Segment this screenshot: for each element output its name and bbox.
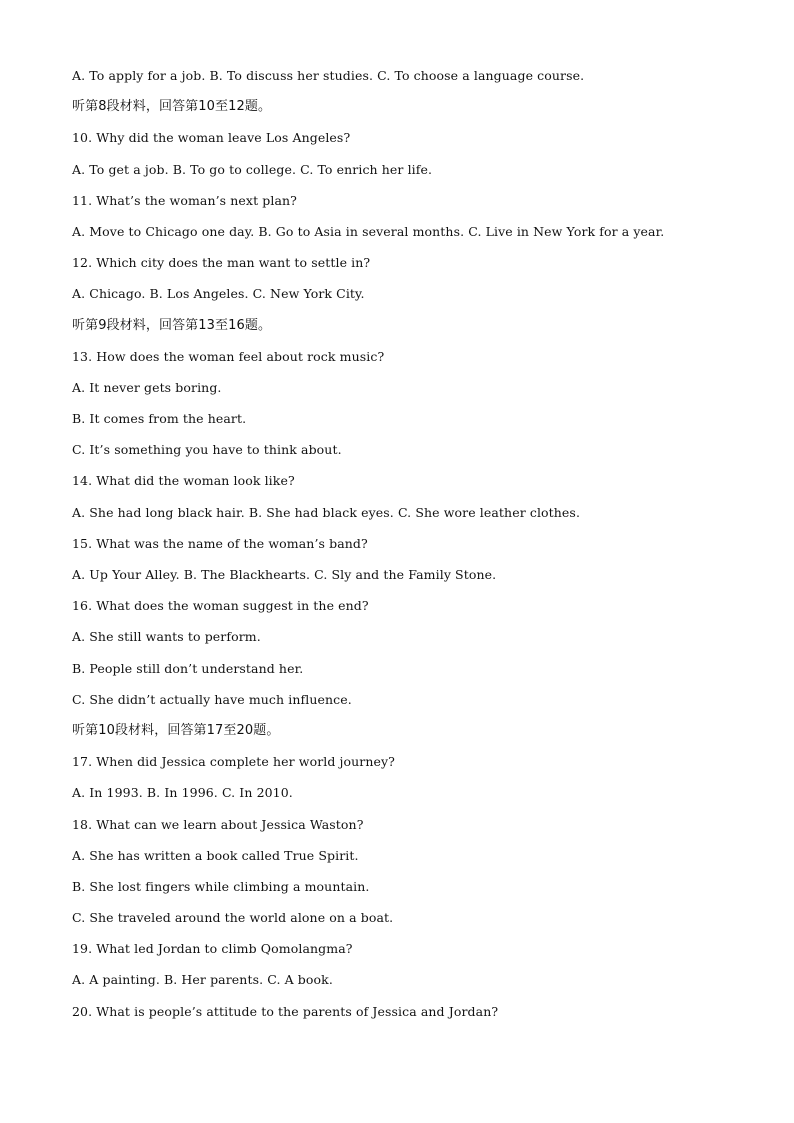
options-line: A. In 1993. B. In 1996. C. In 2010. xyxy=(72,785,293,801)
question-line: 10. Why did the woman leave Los Angeles? xyxy=(72,130,351,146)
section-heading: 听第8段材料，回答第10至12题。 xyxy=(72,99,272,115)
option-line: C. She traveled around the world alone on a boat. xyxy=(72,910,394,926)
option-line: A. She still wants to perform. xyxy=(72,629,261,645)
option-line: C. It’s something you have to think about. xyxy=(72,442,342,458)
options-line: A. To apply for a job. B. To discuss her studies. C. To choose a language course. xyxy=(72,68,585,83)
question-line: 16. What does the woman suggest in the end? xyxy=(72,598,369,614)
question-line: 11. What’s the woman’s next plan? xyxy=(72,192,297,208)
section-heading: 听第10段材料，回答第17至20题。 xyxy=(72,722,280,738)
section-heading: 听第9段材料，回答第13至16题。 xyxy=(72,317,272,333)
options-line: A. Chicago. B. Los Angeles. C. New York City. xyxy=(72,286,365,302)
options-line: A. A painting. B. Her parents. C. A book. xyxy=(72,972,333,988)
options-line: A. She had long black hair. B. She had black eyes. C. She wore leather clothes. xyxy=(72,504,581,520)
option-line: C. She didn’t actually have much influence. xyxy=(72,691,352,707)
options-line: A. To get a job. B. To go to college. C. To enrich her life. xyxy=(72,161,433,177)
question-line: 19. What led Jordan to climb Qomolangma? xyxy=(72,941,353,957)
question-line: 17. When did Jessica complete her world journey? xyxy=(72,754,395,770)
options-line: A. Move to Chicago one day. B. Go to Asia in several months. C. Live in New York for a year. xyxy=(72,223,665,239)
question-line: 12. Which city does the man want to settle in? xyxy=(72,255,371,271)
option-line: B. She lost fingers while climbing a mountain. xyxy=(72,878,370,894)
question-line: 15. What was the name of the woman’s band? xyxy=(72,535,368,551)
option-line: B. People still don’t understand her. xyxy=(72,660,304,676)
question-line: 20. What is people’s attitude to the parents of Jessica and Jordan? xyxy=(72,1003,499,1019)
option-line: A. She has written a book called True Spirit. xyxy=(72,847,359,863)
option-line: B. It comes from the heart. xyxy=(72,411,247,427)
option-line: A. It never gets boring. xyxy=(72,379,222,395)
options-line: A. Up Your Alley. B. The Blackhearts. C. Sly and the Family Stone. xyxy=(72,567,497,582)
question-line: 14. What did the woman look like? xyxy=(72,473,295,489)
question-line: 18. What can we learn about Jessica Waston? xyxy=(72,816,364,832)
document-page xyxy=(72,64,752,1031)
question-line: 13. How does the woman feel about rock music? xyxy=(72,348,385,364)
